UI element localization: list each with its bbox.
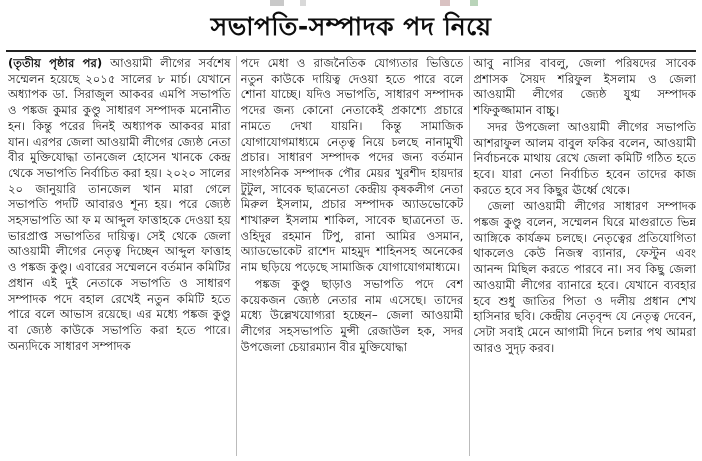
article-paragraph: পঙ্কজ কুণ্ডু ছাড়াও সভাপতি পদে বেশ কয়েকজন জ্যেষ্ঠ নেতার নাম এসেছে। তাদের মধ্যে উল্লেখযোগ্যরা হচ্ছেন– জেলা আওয়ামী লীগের সহসভাপতি মুন্সী রেজাউল হক, সদর উপজেলা চেয়ারম্যান বীর মুক্তিযোদ্ধা <box>240 276 464 354</box>
article-column-2 <box>241 56 464 458</box>
article-column-3 <box>473 56 696 458</box>
article-paragraph: আবু নাসির বাবলু, জেলা পরিষদের সাবেক প্রশাসক সৈয়দ শরিফুল ইসলাম ও জেলা আওয়ামী লীগের জ্যেষ্ঠ যুগ্ম সম্পাদক শফিকুজ্জামান বাচ্চু। <box>473 56 696 118</box>
article-column-1 <box>8 56 231 458</box>
headline-block <box>0 8 702 48</box>
article-paragraph <box>8 56 231 354</box>
continuation-kicker: (তৃতীয় পৃষ্ঠার পর) <box>8 56 103 70</box>
article-body <box>8 56 696 458</box>
top-edge-mark <box>270 0 284 6</box>
article-paragraph: সদর উপজেলা আওয়ামী লীগের সভাপতি আশরাফুল আলম বাবুল ফকির বলেন, আওয়ামী নির্বাচনকে মাথায় রেখে জেলা কমিটি গঠিত হতে হবে। যারা নেতা নির্বাচিত হবেন তাদের কাজ করতে হবে সব কিছুর ঊর্ধ্বে থেকে। <box>473 119 696 197</box>
column-divider <box>236 56 237 456</box>
top-edge-mark <box>300 0 306 6</box>
column-divider <box>469 56 470 456</box>
article-headline: সভাপতি-সম্পাদক পদ নিয়ে <box>210 11 492 41</box>
article-paragraph: পদে মেধা ও রাজনৈতিক যোগ্যতার ভিত্তিতে নতুন কাউকে দায়িত্ব দেওয়া হতে পারে বলে শোনা যাচ্ছে। যদিও সভাপতি, সাধারণ সম্পাদক পদের জন্য কোনো নেতাকেই প্রকাশ্যে প্রচারে নামতে দেখা যায়নি। কিন্তু সামাজিক যোগাযোগমাধ্যমে নেতৃত্ব নিয়ে চলছে নানামুখী প্রচার। সাধারণ সম্পাদক পদের জন্য বর্তমান সাংগঠনিক সম্পাদক পৌর মেয়র খুরশীদ হায়দার টুটুল, সাবেক ছাত্রনেতা কেন্দ্রীয় কৃষকলীগ নেতা মিরুল ইসলাম, প্রচার সম্পাদক অ্যাডভোকেট শাখারুল ইসলাম শাকিল, সাবেক ছাত্রনেতা ড. ওহিদুর রহমান টিপু, রানা আমির ওসমান, অ্যাডভোকেট রাশেদ মাহমুদ শাহিনসহ অনেকের নাম ছড়িয়ে পড়েছে সামাজিক যোগাযোগমাধ্যমে। <box>240 56 464 275</box>
top-edge-mark <box>440 0 450 6</box>
headline-rule <box>6 50 696 52</box>
top-edge-mark <box>470 0 478 6</box>
article-paragraph: জেলা আওয়ামী লীগের সাধারণ সম্পাদক পঙ্কজ কুণ্ডু বলেন, সম্মেলন ঘিরে মাগুরাতে ভিন্ন আঙ্গিকে কার্যক্রম চলছে। নেতৃত্বের প্রতিযোগিতা থাকলেও কেউ নিজস্ব ব্যানার, ফেস্টুন এবং আনন্দ মিছিল করতে পারবে না। সব কিছু জেলা আওয়ামী লীগের ব্যানারে হবে। যেখানে ব্যবহার হবে শুধু জাতির পিতা ও দলীয় প্রধান শেখ হাসিনার ছবি। কেন্দ্রীয় নেতৃবৃন্দ যে নেতৃত্ব দেবেন, সেটা সবাই মেনে আগামী দিনে চলার পথ আমরা আরও সুদৃঢ় করব। <box>473 199 696 355</box>
paragraph-text: আওয়ামী লীগের সর্বশেষ সম্মেলন হয়েছে ২০১৫ সালের ৮ মার্চ। যেখানে অধ্যাপক ডা. সিরাজুল আকবর এমপি সভাপতি ও পঙ্কজ কুমার কুণ্ডু সাধারণ সম্পাদক মনোনীত হন। কিন্তু পরের দিনই অধ্যাপক আকবর মারা যান। এরপর জেলা আওয়ামী লীগের জ্যেষ্ঠ নেতা বীর মুক্তিযোদ্ধা তানজেল হোসেন খানকে কেন্দ্র থেকে সভাপতি নির্বাচিত করা হয়। ২০২০ সালের ২০ জানুয়ারি তানজেল খান মারা গেলে সভাপতি পদটি আবারও শূন্য হয়। পরে জ্যেষ্ঠ সহসভাপতি আ ফ ম আব্দুল ফাত্তাহকে দেওয়া হয় ভারপ্রাপ্ত সভাপতির দায়িত্ব। সেই থেকে জেলা আওয়ামী লীগের নেতৃত্ব দিচ্ছেন আব্দুল ফাত্তাহ ও পঙ্কজ কুণ্ডু। এবারের সম্মেলনে বর্তমান কমিটির প্রধান এই দুই নেতাকে সভাপতি ও সাধারণ সম্পাদক পদে বহাল রেখেই নতুন কমিটি হতে পারে বলে আভাস রয়েছে। এর মধ্যে পঙ্কজ কুণ্ডু বা জ্যেষ্ঠ কাউকে সভাপতি করা হতে পারে। অন্যদিকে সাধারণ সম্পাদক <box>8 56 231 353</box>
